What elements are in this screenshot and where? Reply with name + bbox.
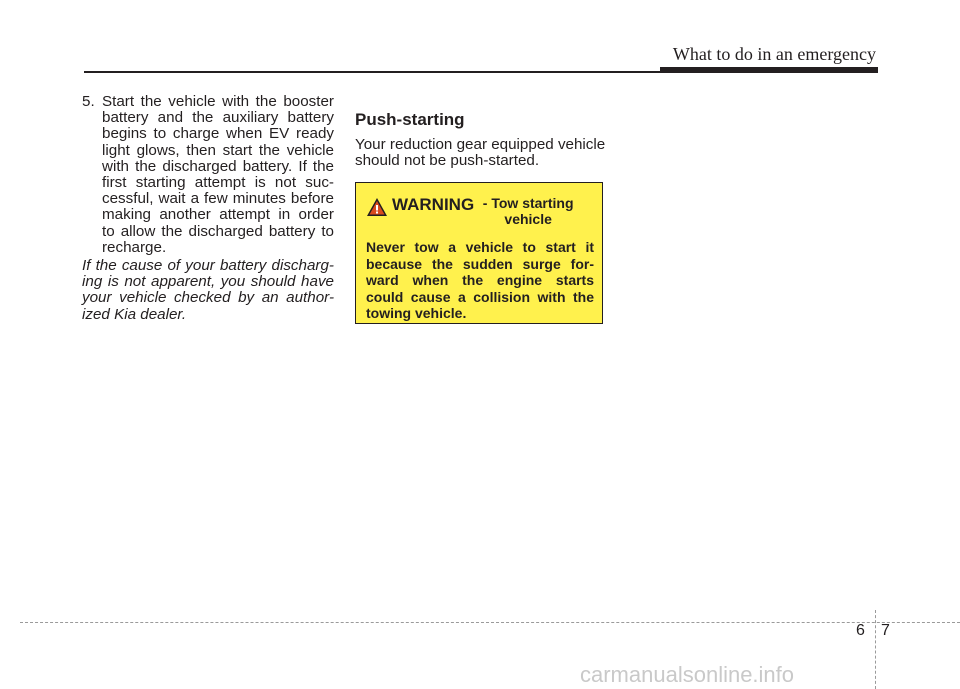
section-body: Your reduction gear equipped vehicle should not be push-started. — [355, 136, 606, 170]
warning-title: WARNING — [392, 195, 475, 214]
section-heading: Push-starting — [355, 110, 465, 129]
warning-triangle-icon — [366, 197, 388, 217]
header-rule — [84, 71, 664, 73]
watermark: carmanualsonline.info — [580, 662, 795, 687]
left-column — [82, 94, 334, 323]
step-5 — [82, 94, 334, 256]
note-paragraph: If the cause of your battery discharg-ing is not apparent, you should have your vehicle checked by an author-ized Kia dealer. — [82, 257, 334, 323]
chapter-number: 6 — [856, 622, 865, 639]
step-number: 5. — [82, 93, 95, 110]
warning-header — [366, 195, 594, 227]
header-rule-accent — [660, 67, 878, 73]
step-text: Start the vehicle with the booster battery and the auxiliary battery begins to charge when EV ready light glows, then start the vehicle with the discharged battery. If the first starting attempt is not suc-cessful, wait a few minutes before making another attempt in order to allow the discharged battery to recharge. — [102, 93, 334, 256]
page-number: 7 — [881, 622, 890, 639]
warning-subtitle: - Tow starting vehicle — [482, 195, 574, 227]
footer-divider — [875, 610, 876, 689]
running-header: What to do in an emergency — [672, 44, 876, 64]
warning-box — [355, 182, 603, 324]
footer-rule — [20, 622, 960, 623]
right-column — [355, 110, 607, 169]
warning-text: Never tow a vehicle to start it because the sudden surge for-ward when the engine starts could cause a collision with the towing vehicle. — [366, 239, 594, 321]
